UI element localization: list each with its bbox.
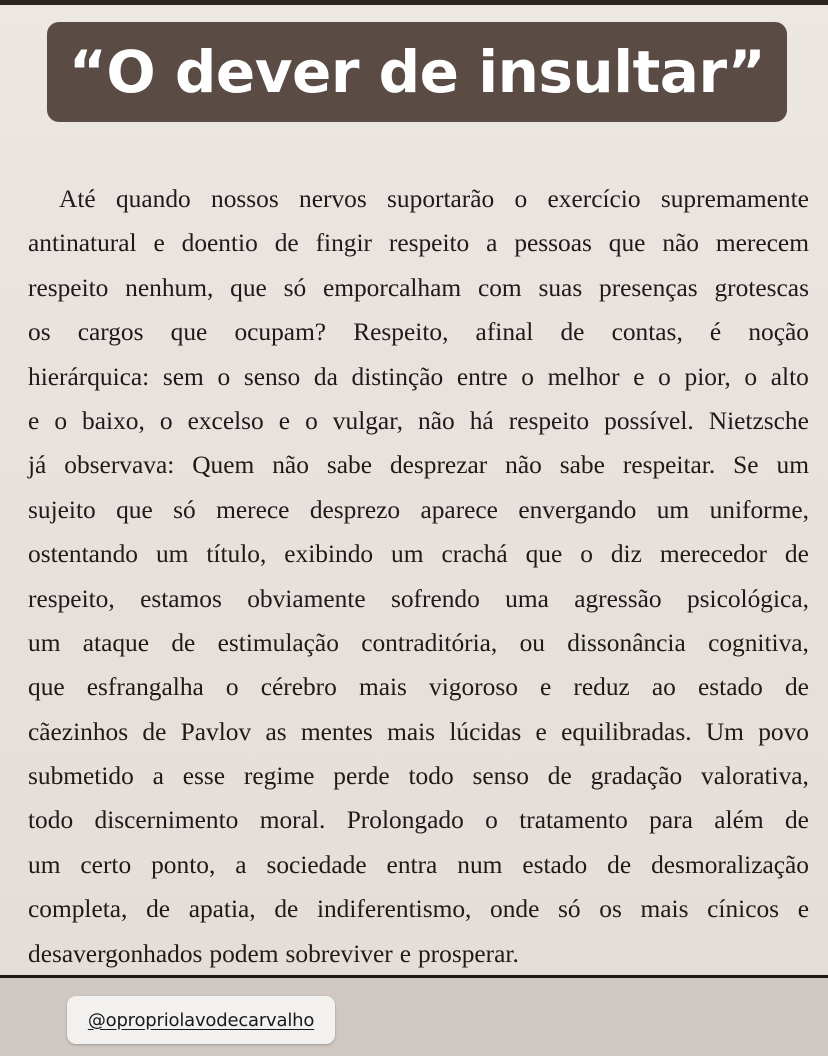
mention-sticker[interactable] xyxy=(67,996,335,1044)
paragraph-line: desavergonhados podem sobreviver e prosperar. xyxy=(28,939,519,968)
paragraph-line: um ataque de estimulação contraditória, ou dissonância cognitiva, xyxy=(28,628,809,657)
paragraph-line: já observava: Quem não sabe desprezar não sabe respeitar. Se um xyxy=(28,451,809,480)
paragraph-line: e o baixo, o excelso e o vulgar, não há respeito possível. Nietzsche xyxy=(28,406,809,435)
paragraph-line: sujeito que só merece desprezo aparece envergando um uniforme, xyxy=(28,495,809,524)
book-paragraph xyxy=(28,177,809,976)
paragraph-line: que esfrangalha o cérebro mais vigoroso e reduz ao estado de xyxy=(28,673,809,702)
paragraph-line: antinatural e doentio de fingir respeito a pessoas que não merecem xyxy=(28,229,809,258)
paragraph-line: Até quando nossos nervos suportarão o exercício supremamente xyxy=(59,185,809,213)
paragraph-line: cãezinhos de Pavlov as mentes mais lúcidas e equilibradas. Um povo xyxy=(28,717,809,746)
paragraph-line: respeito, estamos obviamente sofrendo uma agressão psicológica, xyxy=(28,584,809,613)
paragraph-line: hierárquica: sem o senso da distinção entre o melhor e o pior, o alto xyxy=(28,362,809,391)
paragraph-line: todo discernimento moral. Prolongado o tratamento para além de xyxy=(28,806,809,835)
mention-handle[interactable]: @opropriolavodecarvalho xyxy=(87,1009,315,1031)
paragraph-line: ostentando um título, exibindo um crachá que o diz merecedor de xyxy=(28,540,809,569)
paragraph-line: os cargos que ocupam? Respeito, afinal de contas, é noção xyxy=(28,318,809,347)
paragraph-line: um certo ponto, a sociedade entra num estado de desmoralização xyxy=(28,850,809,879)
paragraph-line: completa, de apatia, de indiferentismo, onde só os mais cínicos e xyxy=(28,895,809,924)
paragraph-line: submetido a esse regime perde todo senso de gradação valorativa, xyxy=(28,762,809,791)
paragraph-line: respeito nenhum, que só emporcalham com suas presenças grotescas xyxy=(28,273,809,302)
page-title: “O dever de insultar” xyxy=(68,38,766,106)
title-banner xyxy=(47,22,787,122)
